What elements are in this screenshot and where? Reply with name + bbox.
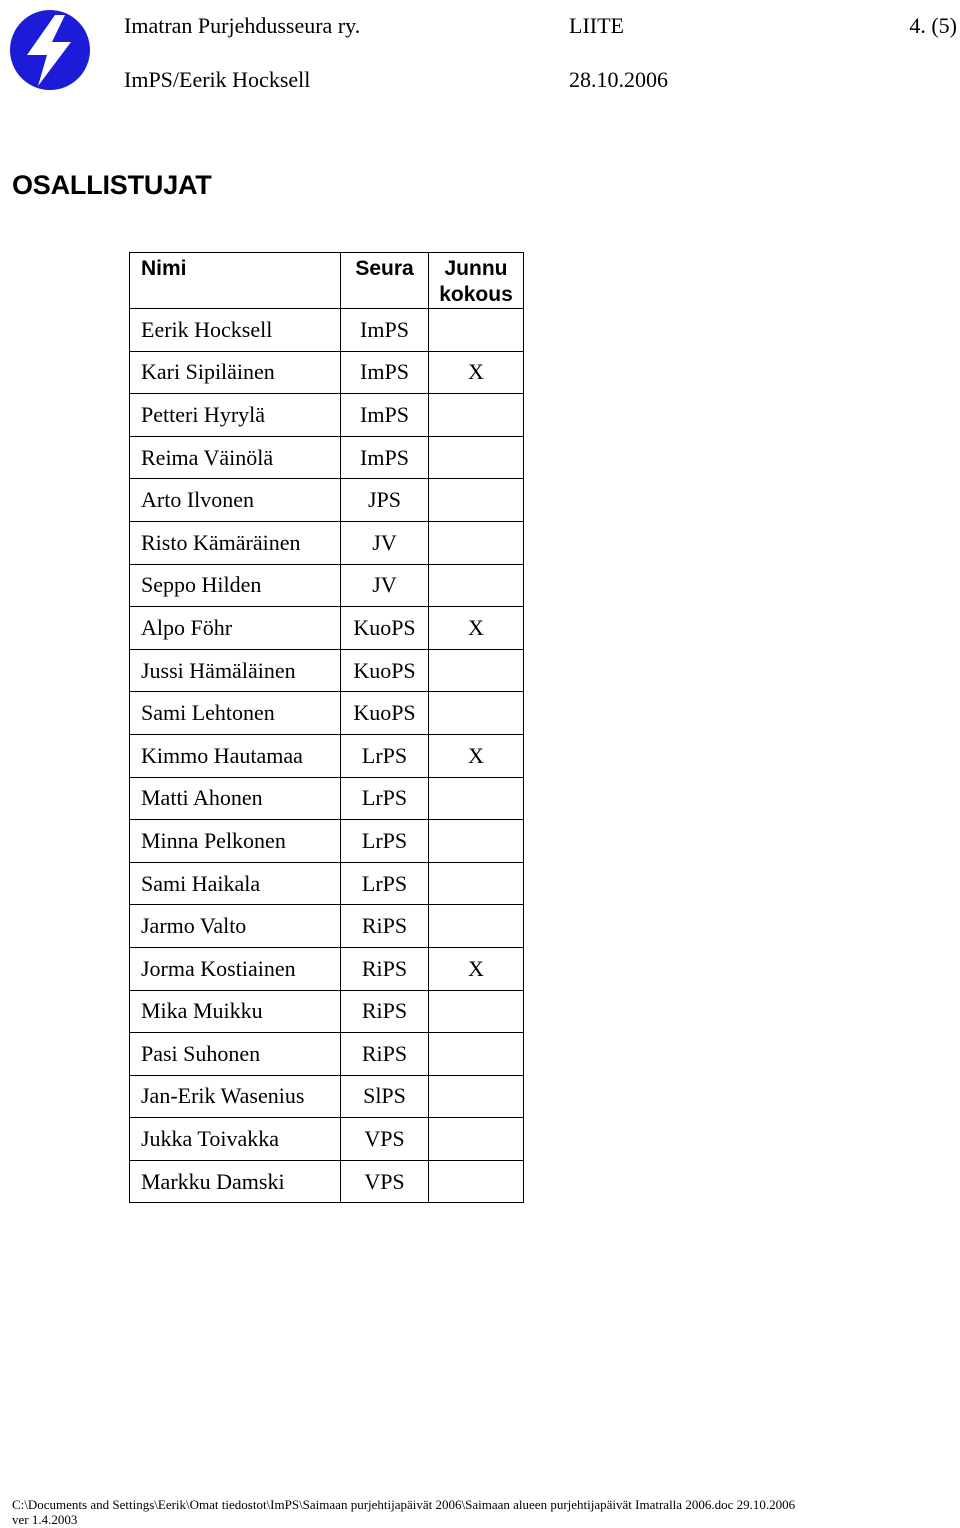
participant-club: KuoPS <box>341 649 429 692</box>
header-organization: Imatran Purjehdusseura ry. <box>124 13 361 38</box>
participant-name: Petteri Hyrylä <box>130 394 341 437</box>
participant-club: ImPS <box>341 309 429 352</box>
participant-name: Kari Sipiläinen <box>130 351 341 394</box>
table-row <box>130 777 524 820</box>
participant-club: LrPS <box>341 734 429 777</box>
table-row <box>130 564 524 607</box>
table-row <box>130 1118 524 1161</box>
participant-club: JV <box>341 564 429 607</box>
participant-junior-meeting <box>429 649 524 692</box>
participant-name: Jukka Toivakka <box>130 1118 341 1161</box>
participant-club: LrPS <box>341 777 429 820</box>
table-row <box>130 309 524 352</box>
participant-name: Sami Lehtonen <box>130 692 341 735</box>
participant-name: Pasi Suhonen <box>130 1033 341 1076</box>
participant-name: Reima Väinölä <box>130 436 341 479</box>
table-row <box>130 1033 524 1076</box>
column-header-junior-line2: kokous <box>439 283 513 306</box>
participant-junior-meeting <box>429 564 524 607</box>
participant-junior-meeting <box>429 479 524 522</box>
participant-club: KuoPS <box>341 692 429 735</box>
club-logo-icon <box>8 8 92 92</box>
footer <box>12 1497 795 1527</box>
participant-junior-meeting <box>429 309 524 352</box>
participant-club: SlPS <box>341 1075 429 1118</box>
table-row <box>130 521 524 564</box>
participant-club: JPS <box>341 479 429 522</box>
participant-junior-meeting <box>429 394 524 437</box>
header-author: ImPS/Eerik Hocksell <box>124 67 311 92</box>
column-header-name: Nimi <box>130 253 341 309</box>
table-row <box>130 351 524 394</box>
participant-club: ImPS <box>341 436 429 479</box>
participant-name: Seppo Hilden <box>130 564 341 607</box>
participant-junior-meeting: X <box>429 947 524 990</box>
table-header-row <box>130 253 524 309</box>
participant-junior-meeting <box>429 436 524 479</box>
table-row <box>130 990 524 1033</box>
participant-name: Jussi Hämäläinen <box>130 649 341 692</box>
table-row <box>130 905 524 948</box>
page-title: OSALLISTUJAT <box>12 170 212 200</box>
participant-club: LrPS <box>341 862 429 905</box>
participant-club: VPS <box>341 1160 429 1203</box>
participant-club: RiPS <box>341 990 429 1033</box>
table-row <box>130 649 524 692</box>
participant-name: Alpo Föhr <box>130 607 341 650</box>
column-header-club: Seura <box>341 253 429 309</box>
table-row <box>130 734 524 777</box>
participants-table <box>129 252 524 1203</box>
participant-junior-meeting <box>429 692 524 735</box>
footer-version: ver 1.4.2003 <box>12 1512 78 1527</box>
participant-name: Jorma Kostiainen <box>130 947 341 990</box>
participant-junior-meeting <box>429 777 524 820</box>
participant-name: Mika Muikku <box>130 990 341 1033</box>
participant-junior-meeting <box>429 820 524 863</box>
table-row <box>130 607 524 650</box>
table-row <box>130 394 524 437</box>
participant-junior-meeting <box>429 1118 524 1161</box>
header-section: LIITE <box>569 13 624 38</box>
participant-junior-meeting <box>429 1075 524 1118</box>
participant-junior-meeting <box>429 905 524 948</box>
participant-name: Sami Haikala <box>130 862 341 905</box>
table-row <box>130 820 524 863</box>
table-row <box>130 436 524 479</box>
footer-file-path: C:\Documents and Settings\Eerik\Omat tiedostot\ImPS\Saimaan purjehtijapäivät 2006\Saimaan alueen purjehtijapäivät Imatralla 2006.doc 29.10.2006 <box>12 1497 796 1512</box>
participant-club: VPS <box>341 1118 429 1161</box>
participant-junior-meeting <box>429 1033 524 1076</box>
table-row <box>130 1075 524 1118</box>
participant-name: Minna Pelkonen <box>130 820 341 863</box>
participant-junior-meeting: X <box>429 607 524 650</box>
participant-club: KuoPS <box>341 607 429 650</box>
participant-name: Risto Kämäräinen <box>130 521 341 564</box>
participant-name: Eerik Hocksell <box>130 309 341 352</box>
participant-club: ImPS <box>341 351 429 394</box>
header-date: 28.10.2006 <box>569 67 668 92</box>
participant-club: ImPS <box>341 394 429 437</box>
participant-junior-meeting <box>429 990 524 1033</box>
table-row <box>130 947 524 990</box>
participant-name: Jarmo Valto <box>130 905 341 948</box>
participant-name: Kimmo Hautamaa <box>130 734 341 777</box>
participant-name: Arto Ilvonen <box>130 479 341 522</box>
column-header-junior <box>429 253 524 309</box>
participant-club: RiPS <box>341 1033 429 1076</box>
table-row <box>130 1160 524 1203</box>
table-row <box>130 692 524 735</box>
participant-name: Matti Ahonen <box>130 777 341 820</box>
participant-junior-meeting: X <box>429 734 524 777</box>
participant-junior-meeting <box>429 1160 524 1203</box>
participant-club: RiPS <box>341 947 429 990</box>
participant-club: RiPS <box>341 905 429 948</box>
table-row <box>130 862 524 905</box>
participant-junior-meeting: X <box>429 351 524 394</box>
participant-club: LrPS <box>341 820 429 863</box>
table-row <box>130 479 524 522</box>
participant-name: Jan-Erik Wasenius <box>130 1075 341 1118</box>
column-header-junior-line1: Junnu <box>444 257 508 280</box>
participant-name: Markku Damski <box>130 1160 341 1203</box>
participant-junior-meeting <box>429 521 524 564</box>
header-page-number: 4. (5) <box>909 13 957 38</box>
participant-club: JV <box>341 521 429 564</box>
participant-junior-meeting <box>429 862 524 905</box>
